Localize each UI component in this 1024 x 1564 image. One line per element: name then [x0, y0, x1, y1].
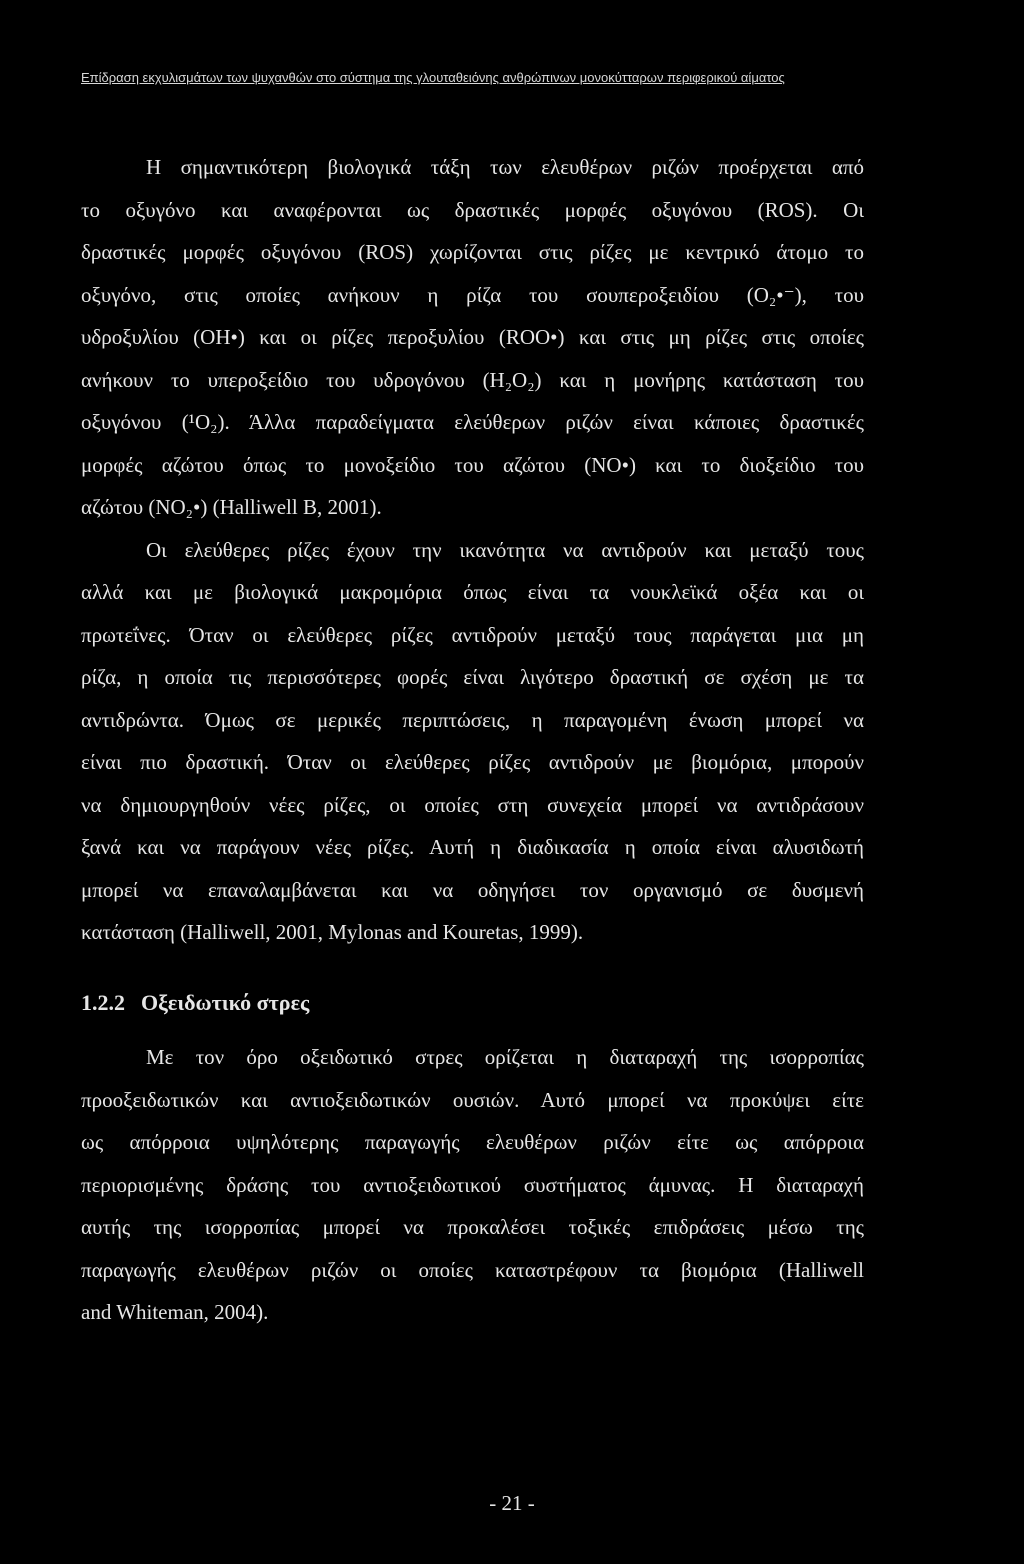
- paragraph-2-line: είναι πιο δραστική. Όταν οι ελεύθερες ρίζες αντιδρούν με βιομόρια, μπορούν: [81, 750, 864, 774]
- section-title: Οξειδωτικό στρες: [141, 990, 310, 1015]
- paragraph-1-line: οξυγόνου (¹O₂). Άλλα παραδείγματα ελεύθερων ριζών είναι κάποιες δραστικές: [81, 410, 864, 434]
- paragraph-3-line: αυτής της ισορροπίας μπορεί να προκαλέσει τοξικές επιδράσεις μέσω της: [81, 1215, 864, 1239]
- paragraph-2-line: κατάσταση (Halliwell, 2001, Mylonas and Kouretas, 1999).: [81, 920, 584, 944]
- section-heading: [81, 988, 309, 1018]
- paragraph-1-line: ανήκουν το υπεροξείδιο του υδρογόνου (H₂O₂) και η μονήρης κατάσταση του: [81, 368, 864, 392]
- paragraph-3-line: ως απόρροια υψηλότερης παραγωγής ελευθέρων ριζών είτε ως απόρροια: [81, 1130, 864, 1154]
- paragraph-2-line: ρίζα, η οποία τις περισσότερες φορές είναι λιγότερο δραστική σε σχέση με τα: [81, 665, 864, 689]
- paragraph-1-line: μορφές αζώτου όπως το μονοξείδιο του αζώτου (NO•) και το διοξείδιο του: [81, 453, 864, 477]
- paragraph-1-line: υδροξυλίου (OH•) και οι ρίζες περοξυλίου (ROO•) και στις μη ρίζες στις οποίες: [81, 325, 864, 349]
- paragraph-3-line: περιορισμένης δράσης του αντιοξειδωτικού συστήματος άμυνας. Η διαταραχή: [81, 1173, 864, 1197]
- paragraph-1-line: δραστικές μορφές οξυγόνου (ROS) χωρίζονται στις ρίζες με κεντρικό άτομο το: [81, 240, 864, 264]
- paragraph-2-line: να δημιουργηθούν νέες ρίζες, οι οποίες στη συνεχεία μπορεί να αντιδράσουν: [81, 793, 864, 817]
- section-number: 1.2.2: [81, 990, 125, 1015]
- paragraph-2-line: ξανά και να παράγουν νέες ρίζες. Αυτή η διαδικασία η οποία είναι αλυσιδωτή: [81, 835, 864, 859]
- paragraph-2-line: πρωτεΐνες. Όταν οι ελεύθερες ρίζες αντιδρούν μεταξύ τους παράγεται μια μη: [81, 623, 864, 647]
- paragraph-2-line: αντιδρώντα. Όμως σε μερικές περιπτώσεις, η παραγομένη ένωση μπορεί να: [81, 708, 864, 732]
- paragraph-3-line: and Whiteman, 2004).: [81, 1300, 269, 1324]
- paragraph-1-line: το οξυγόνο και αναφέρονται ως δραστικές μορφές οξυγόνου (ROS). Οι: [81, 198, 864, 222]
- running-header: Επίδραση εκχυλισμάτων των ψυχανθών στο σύστημα της γλουταθειόνης ανθρώπινων μονοκύτταρων περιφερικού αίματος: [81, 70, 785, 85]
- paragraph-2-line: Οι ελεύθερες ρίζες έχουν την ικανότητα να αντιδρούν και μεταξύ τους: [146, 538, 864, 562]
- paragraph-3-line: Με τον όρο οξειδωτικό στρες ορίζεται η διαταραχή της ισορροπίας: [146, 1045, 864, 1069]
- paragraph-1-line: οξυγόνο, στις οποίες ανήκουν η ρίζα του σουπεροξειδίου (O₂•⁻), του: [81, 283, 864, 307]
- paragraph-3-line: προοξειδωτικών και αντιοξειδωτικών ουσιών. Αυτό μπορεί να προκύψει είτε: [81, 1088, 864, 1112]
- paragraph-2-line: μπορεί να επαναλαμβάνεται και να οδηγήσει τον οργανισμό σε δυσμενή: [81, 878, 864, 902]
- paragraph-3-line: παραγωγής ελευθέρων ριζών οι οποίες καταστρέφουν τα βιομόρια (Halliwell: [81, 1258, 864, 1282]
- page-number: - 21 -: [489, 1491, 535, 1515]
- paragraph-2-line: αλλά και με βιολογικά μακρομόρια όπως είναι τα νουκλεϊκά οξέα και οι: [81, 580, 864, 604]
- paragraph-1-line: αζώτου (NO₂•) (Halliwell B, 2001).: [81, 495, 382, 519]
- paragraph-1-line: Η σημαντικότερη βιολογικά τάξη των ελευθέρων ριζών προέρχεται από: [146, 155, 864, 179]
